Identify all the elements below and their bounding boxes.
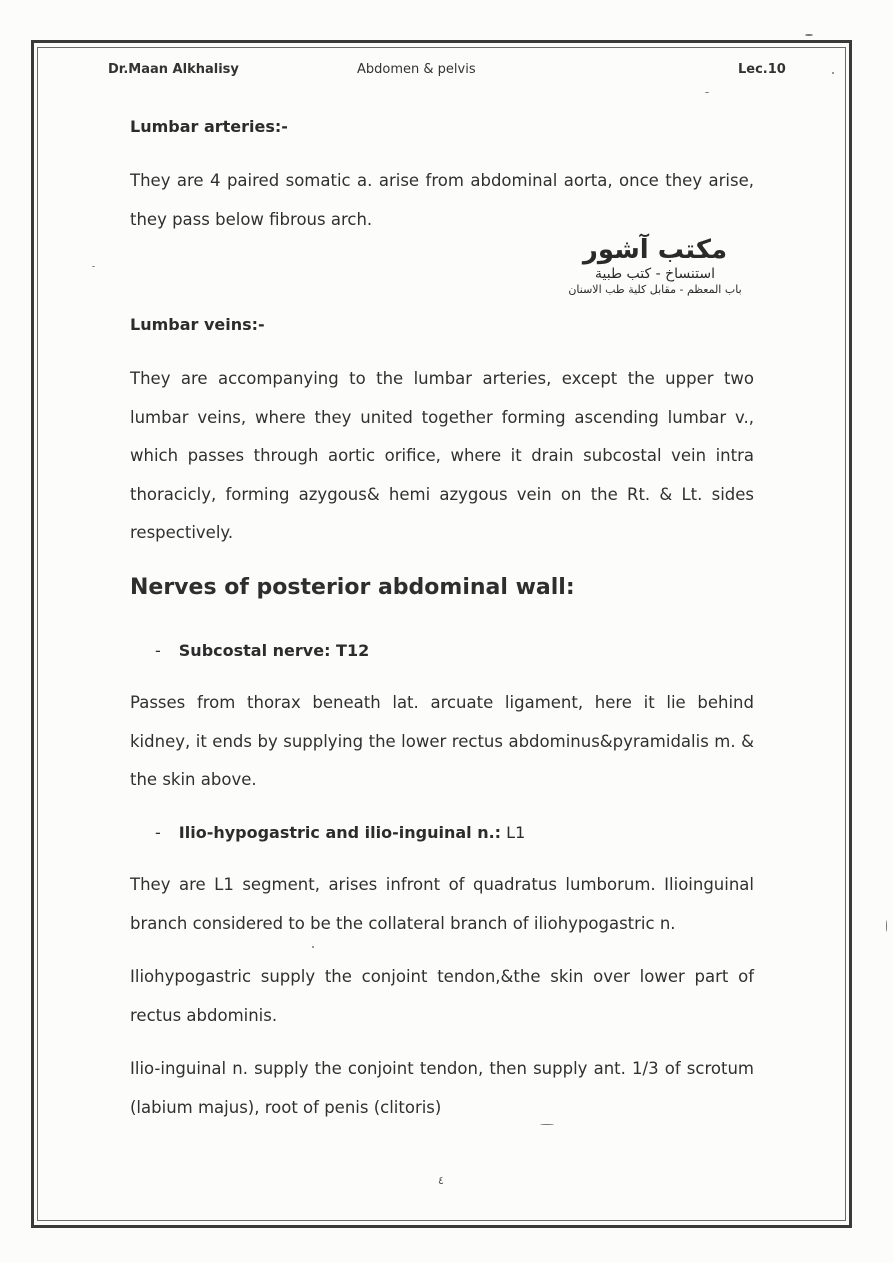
scan-speck [832, 72, 834, 74]
scan-speck [540, 1124, 554, 1125]
header-course: Abdomen & pelvis [357, 62, 476, 77]
bullet-dash: - [155, 823, 161, 842]
stamp-line-3: باب المعظم - مقابل كلية طب الاسنان [568, 283, 742, 296]
stamp-line-1: مكتب آشور [582, 235, 728, 265]
lumbar-veins-text: They are accompanying to the lumbar arteries, except the upper two lumbar veins, where they united together forming ascending lumbar v., which passes through aortic orifice, where it drain subcostal vein intra thoracicly, forming azygous& hemi azygous vein on the Rt. & Lt. sides respectively. [130, 369, 754, 542]
subcostal-text: Passes from thorax beneath lat. arcuate ligament, here it lie behind kidney, it ends by supplying the lower rectus abdominus&pyramidalis m. & the skin above. [130, 693, 754, 789]
scan-speck [705, 92, 709, 93]
page-number: ٤ [438, 1174, 444, 1187]
scan-speck [92, 266, 95, 267]
ilio-text-3: Ilio-inguinal n. supply the conjoint tendon, then supply ant. 1/3 of scrotum (labium majus), root of penis (clitoris) [130, 1059, 754, 1117]
scan-speck [886, 920, 887, 932]
lumbar-arteries-heading: Lumbar arteries:- [130, 117, 288, 136]
header-lecture: Lec.10 [738, 62, 786, 77]
ilio-text-1: They are L1 segment, arises infront of quadratus lumborum. Ilioinguinal branch considered to be the collateral branch of iliohypogastric n. [130, 875, 754, 933]
bullet-dash: - [155, 641, 161, 660]
subcostal-title: Subcostal nerve: T12 [178, 641, 370, 660]
scan-speck [312, 946, 314, 948]
ilio-text-2: Iliohypogastric supply the conjoint tendon,&the skin over lower part of rectus abdominis. [130, 967, 754, 1025]
header-author: Dr.Maan Alkhalisy [108, 62, 239, 77]
stamp-line-2: استنساخ - كتب طبية [595, 266, 715, 282]
scan-speck [805, 34, 813, 36]
ilio-title: Ilio-hypogastric and ilio-inguinal n.: [178, 823, 502, 842]
subcostal-bullet [155, 641, 369, 660]
library-stamp [545, 235, 765, 310]
lumbar-veins-heading: Lumbar veins:- [130, 315, 265, 334]
ilio-bullet [155, 823, 525, 842]
nerves-heading: Nerves of posterior abdominal wall: [130, 575, 575, 600]
lumbar-arteries-text: They are 4 paired somatic a. arise from abdominal aorta, once they arise, they pass below fibrous arch. [130, 171, 754, 229]
ilio-segment: L1 [501, 823, 526, 842]
